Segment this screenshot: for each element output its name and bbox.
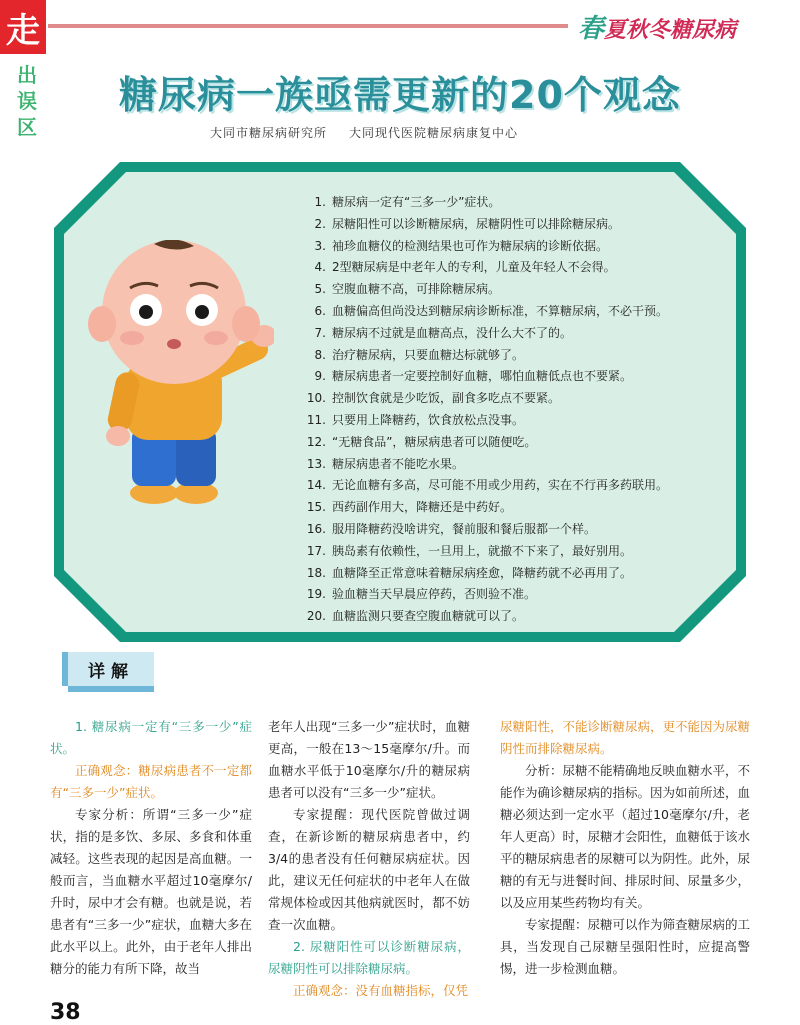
paragraph: 专家提醒：现代医院曾做过调查，在新诊断的糖尿病患者中，约3/4的患者没有任何糖尿病症状。因此，建议无任何症状的中老年人在做常规体检或因其他病就医时，都不妨查一次血糖。	[268, 807, 470, 932]
point-heading: 2. 尿糖阳性可以诊断糖尿病，尿糖阴性可以排除糖尿病。	[268, 939, 470, 976]
list-item: 17. 胰岛素有依赖性，一旦用上，就撤不下来了，最好别用。	[306, 543, 633, 558]
list-item: 6. 血糖偏高但尚没达到糖尿病诊断标准，不算糖尿病，不必干预。	[314, 303, 669, 318]
list-item: 10. 控制饮食就是少吃饭，副食多吃点不要紧。	[306, 391, 561, 406]
list-item: 3. 袖珍血糖仪的检测结果也可作为糖尿病的诊断依据。	[314, 238, 609, 253]
list-item: 12. “无糖食品”，糖尿病患者可以随便吃。	[306, 434, 537, 449]
list-item: 1. 糖尿病一定有“三多一少”症状。	[314, 195, 501, 209]
list-item: 9. 糖尿病患者一定要控制好血糖，哪怕血糖低点也不要紧。	[314, 369, 633, 384]
detail-heading	[62, 652, 154, 692]
text-column-1	[50, 716, 252, 980]
ideas-list	[300, 192, 740, 628]
list-item: 2. 尿糖阳性可以诊断糖尿病，尿糖阴性可以排除糖尿病。	[314, 216, 621, 231]
list-item: 18. 血糖降至正常意味着糖尿病痊愈，降糖药就不必再用了。	[306, 565, 633, 580]
side-label-char: 出	[17, 63, 37, 87]
paragraph: 专家提醒：尿糖可以作为筛查糖尿病的工具，当发现自己尿糖呈强阳性时，应提高警惕，进一步检测血糖。	[500, 917, 751, 976]
correct-view-continued: 尿糖阳性，不能诊断糖尿病，更不能因为尿糖阴性而排除糖尿病。	[500, 719, 751, 756]
text-column-3	[500, 716, 750, 980]
correct-view: 正确观念：没有血糖指标，仅凭	[293, 983, 469, 998]
list-item: 7. 糖尿病不过就是血糖高点，没什么大不了的。	[314, 325, 573, 340]
list-item: 11. 只要用上降糖药，饮食放松点没事。	[306, 412, 525, 427]
column-name-rest: 夏秋冬糖尿病	[604, 17, 737, 43]
side-section-label	[14, 62, 40, 140]
header-rule	[48, 24, 568, 28]
paragraph: 专家分析：所谓“三多一少”症状，指的是多饮、多尿、多食和体重减轻。这些表现的起因是高血糖。一般而言，当血糖水平超过10毫摩尔/升时，尿中才会有糖。也就是说，若患者有“三多一少”症状，血糖大多在此水平以上。此外，由于老年人排出糖分的能力有所下降，故当	[50, 807, 252, 976]
correct-view: 正确观念：糖尿病患者不一定都有“三多一少”症状。	[50, 763, 252, 800]
list-item: 20. 血糖监测只要查空腹血糖就可以了。	[306, 609, 525, 624]
list-item: 16. 服用降糖药没啥讲究，餐前服和餐后服都一个样。	[306, 521, 597, 536]
page-number: 38	[50, 1000, 81, 1025]
side-label-char: 区	[17, 115, 37, 139]
paragraph: 老年人出现“三多一少”症状时，血糖更高，一般在13～15毫摩尔/升。而血糖水平低于10毫摩尔/升的糖尿病患者可以没有“三多一少”症状。	[268, 719, 470, 800]
article-title: 糖尿病一族亟需更新的20个观念	[119, 73, 681, 117]
list-item: 13. 糖尿病患者不能吃水果。	[306, 456, 465, 471]
point-heading: 1. 糖尿病一定有“三多一少”症状。	[50, 719, 252, 756]
detail-heading-label: 详解	[62, 652, 154, 686]
paragraph: 分析：尿糖不能精确地反映血糖水平，不能作为确诊糖尿病的指标。因为如前所述，血糖必须达到一定水平（超过10毫摩尔/升，老年人更高）时，尿糖才会阳性，血糖低于该水平的糖尿病患者的尿糖可以为阴性。此外，尿糖的有无与进餐时间、排尿时间、尿量多少，以及应用某些药物均有关。	[500, 763, 751, 910]
list-item: 14. 无论血糖有多高，尽可能不用或少用药，实在不行再多药联用。	[306, 478, 669, 493]
list-item: 19. 验血糖当天早晨应停药，否则验不准。	[306, 587, 537, 602]
side-label-char: 误	[17, 89, 37, 113]
section-tab: 走	[0, 0, 46, 54]
list-item: 15. 西药副作用大，降糖还是中药好。	[306, 500, 513, 515]
author-org: 大同市糖尿病研究所	[210, 126, 328, 140]
column-name	[578, 8, 736, 45]
text-column-2	[268, 716, 470, 1002]
list-item: 8. 治疗糖尿病，只要血糖达标就够了。	[314, 347, 525, 362]
cartoon-boy-illustration	[74, 240, 274, 510]
list-item: 5. 空腹血糖不高，可排除糖尿病。	[314, 282, 501, 297]
author-org: 大同现代医院糖尿病康复中心	[349, 126, 519, 140]
list-item: 4. 2型糖尿病是中老年人的专利，儿童及年轻人不会得。	[314, 260, 616, 275]
authors	[210, 124, 518, 141]
column-name-first: 春	[578, 14, 605, 44]
